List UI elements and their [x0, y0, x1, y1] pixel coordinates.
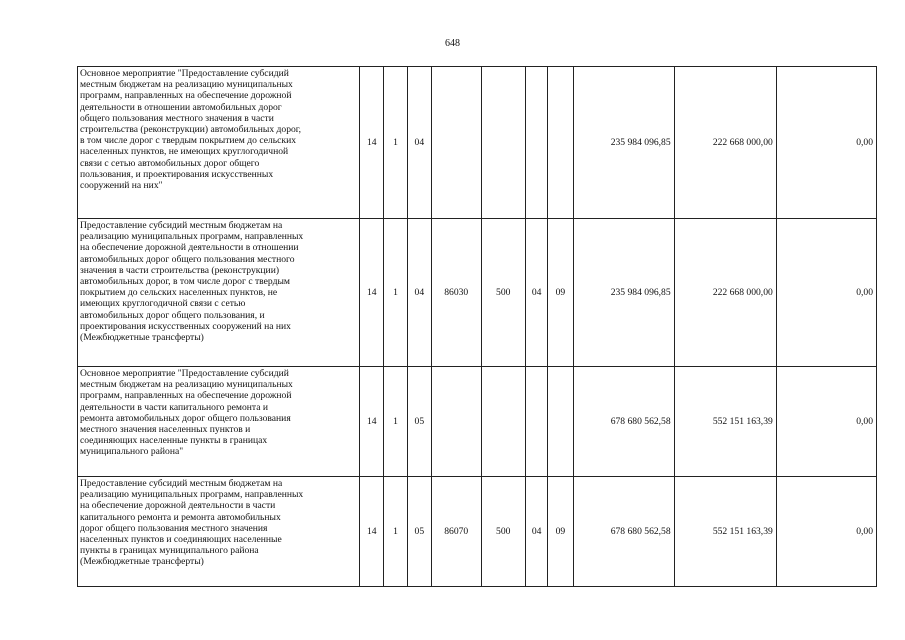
amount-cell: 235 984 096,85 [573, 67, 674, 219]
code-cell: 86030 [431, 219, 481, 367]
code-cell [526, 367, 548, 477]
code-cell [548, 67, 573, 219]
amount-cell: 235 984 096,85 [573, 219, 674, 367]
code-cell: 04 [407, 219, 431, 367]
table-row [78, 219, 877, 367]
page-number: 648 [445, 38, 460, 49]
code-cell: 1 [384, 367, 407, 477]
amount-cell: 0,00 [776, 367, 876, 477]
code-cell: 500 [481, 219, 526, 367]
code-cell: 500 [481, 477, 526, 587]
code-cell: 14 [360, 219, 384, 367]
amount-cell: 552 151 163,39 [674, 367, 776, 477]
row-description: Основное мероприятие "Предоставление субсидий местным бюджетам на реализацию муниципальных программ, направленных на обеспечение дорожной деятельности в отношении автомобильных дорог общего пользования местного значения в части строительства (реконструкции) автомобильных дорог, в том числе дорог с твердым покрытием до сельских населенных пунктов, не имеющих круглогодичной связи с сетью автомобильных дорог общего пользования, и проектирования искусственных сооружений на них" [78, 67, 360, 219]
code-cell [548, 367, 573, 477]
code-cell: 14 [360, 67, 384, 219]
code-cell: 09 [548, 219, 573, 367]
amount-cell: 552 151 163,39 [674, 477, 776, 587]
amount-cell: 678 680 562,58 [573, 367, 674, 477]
row-description: Предоставление субсидий местным бюджетам на реализацию муниципальных программ, направленных на обеспечение дорожной деятельности в отношении автомобильных дорог общего пользования местного значения в части строительства (реконструкции) автомобильных дорог, в том числе дорог с твердым покрытием до сельских населенных пунктов, не имеющих круглогодичной связи с сетью автомобильных дорог общего пользования, и проектирования искусственных сооружений на них (Межбюджетные трансферты) [78, 219, 360, 367]
row-description: Основное мероприятие "Предоставление субсидий местным бюджетам на реализацию муниципальных программ, направленных на обеспечение дорожной деятельности в части капитального ремонта и ремонта автомобильных дорог общего пользования местного значения населенных пунктов и соединяющих населенные пункты в границах муниципального района" [78, 367, 360, 477]
code-cell [481, 67, 526, 219]
code-cell: 1 [384, 67, 407, 219]
code-cell [431, 67, 481, 219]
code-cell: 05 [407, 367, 431, 477]
amount-cell: 222 668 000,00 [674, 219, 776, 367]
code-cell [431, 367, 481, 477]
code-cell: 1 [384, 219, 407, 367]
budget-table [77, 66, 877, 587]
code-cell: 04 [526, 477, 548, 587]
table-row [78, 367, 877, 477]
amount-cell: 0,00 [776, 219, 876, 367]
code-cell [526, 67, 548, 219]
table-row [78, 67, 877, 219]
code-cell: 14 [360, 367, 384, 477]
code-cell: 04 [526, 219, 548, 367]
code-cell: 05 [407, 477, 431, 587]
code-cell [481, 367, 526, 477]
amount-cell: 0,00 [776, 67, 876, 219]
amount-cell: 0,00 [776, 477, 876, 587]
amount-cell: 678 680 562,58 [573, 477, 674, 587]
code-cell: 86070 [431, 477, 481, 587]
table-row [78, 477, 877, 587]
code-cell: 1 [384, 477, 407, 587]
row-description: Предоставление субсидий местным бюджетам на реализацию муниципальных программ, направленных на обеспечение дорожной деятельности в части капитального ремонта и ремонта автомобильных дорог общего пользования местного значения населенных пунктов и соединяющих населенные пункты в границах муниципального района (Межбюджетные трансферты) [78, 477, 360, 587]
code-cell: 14 [360, 477, 384, 587]
amount-cell: 222 668 000,00 [674, 67, 776, 219]
code-cell: 04 [407, 67, 431, 219]
code-cell: 09 [548, 477, 573, 587]
